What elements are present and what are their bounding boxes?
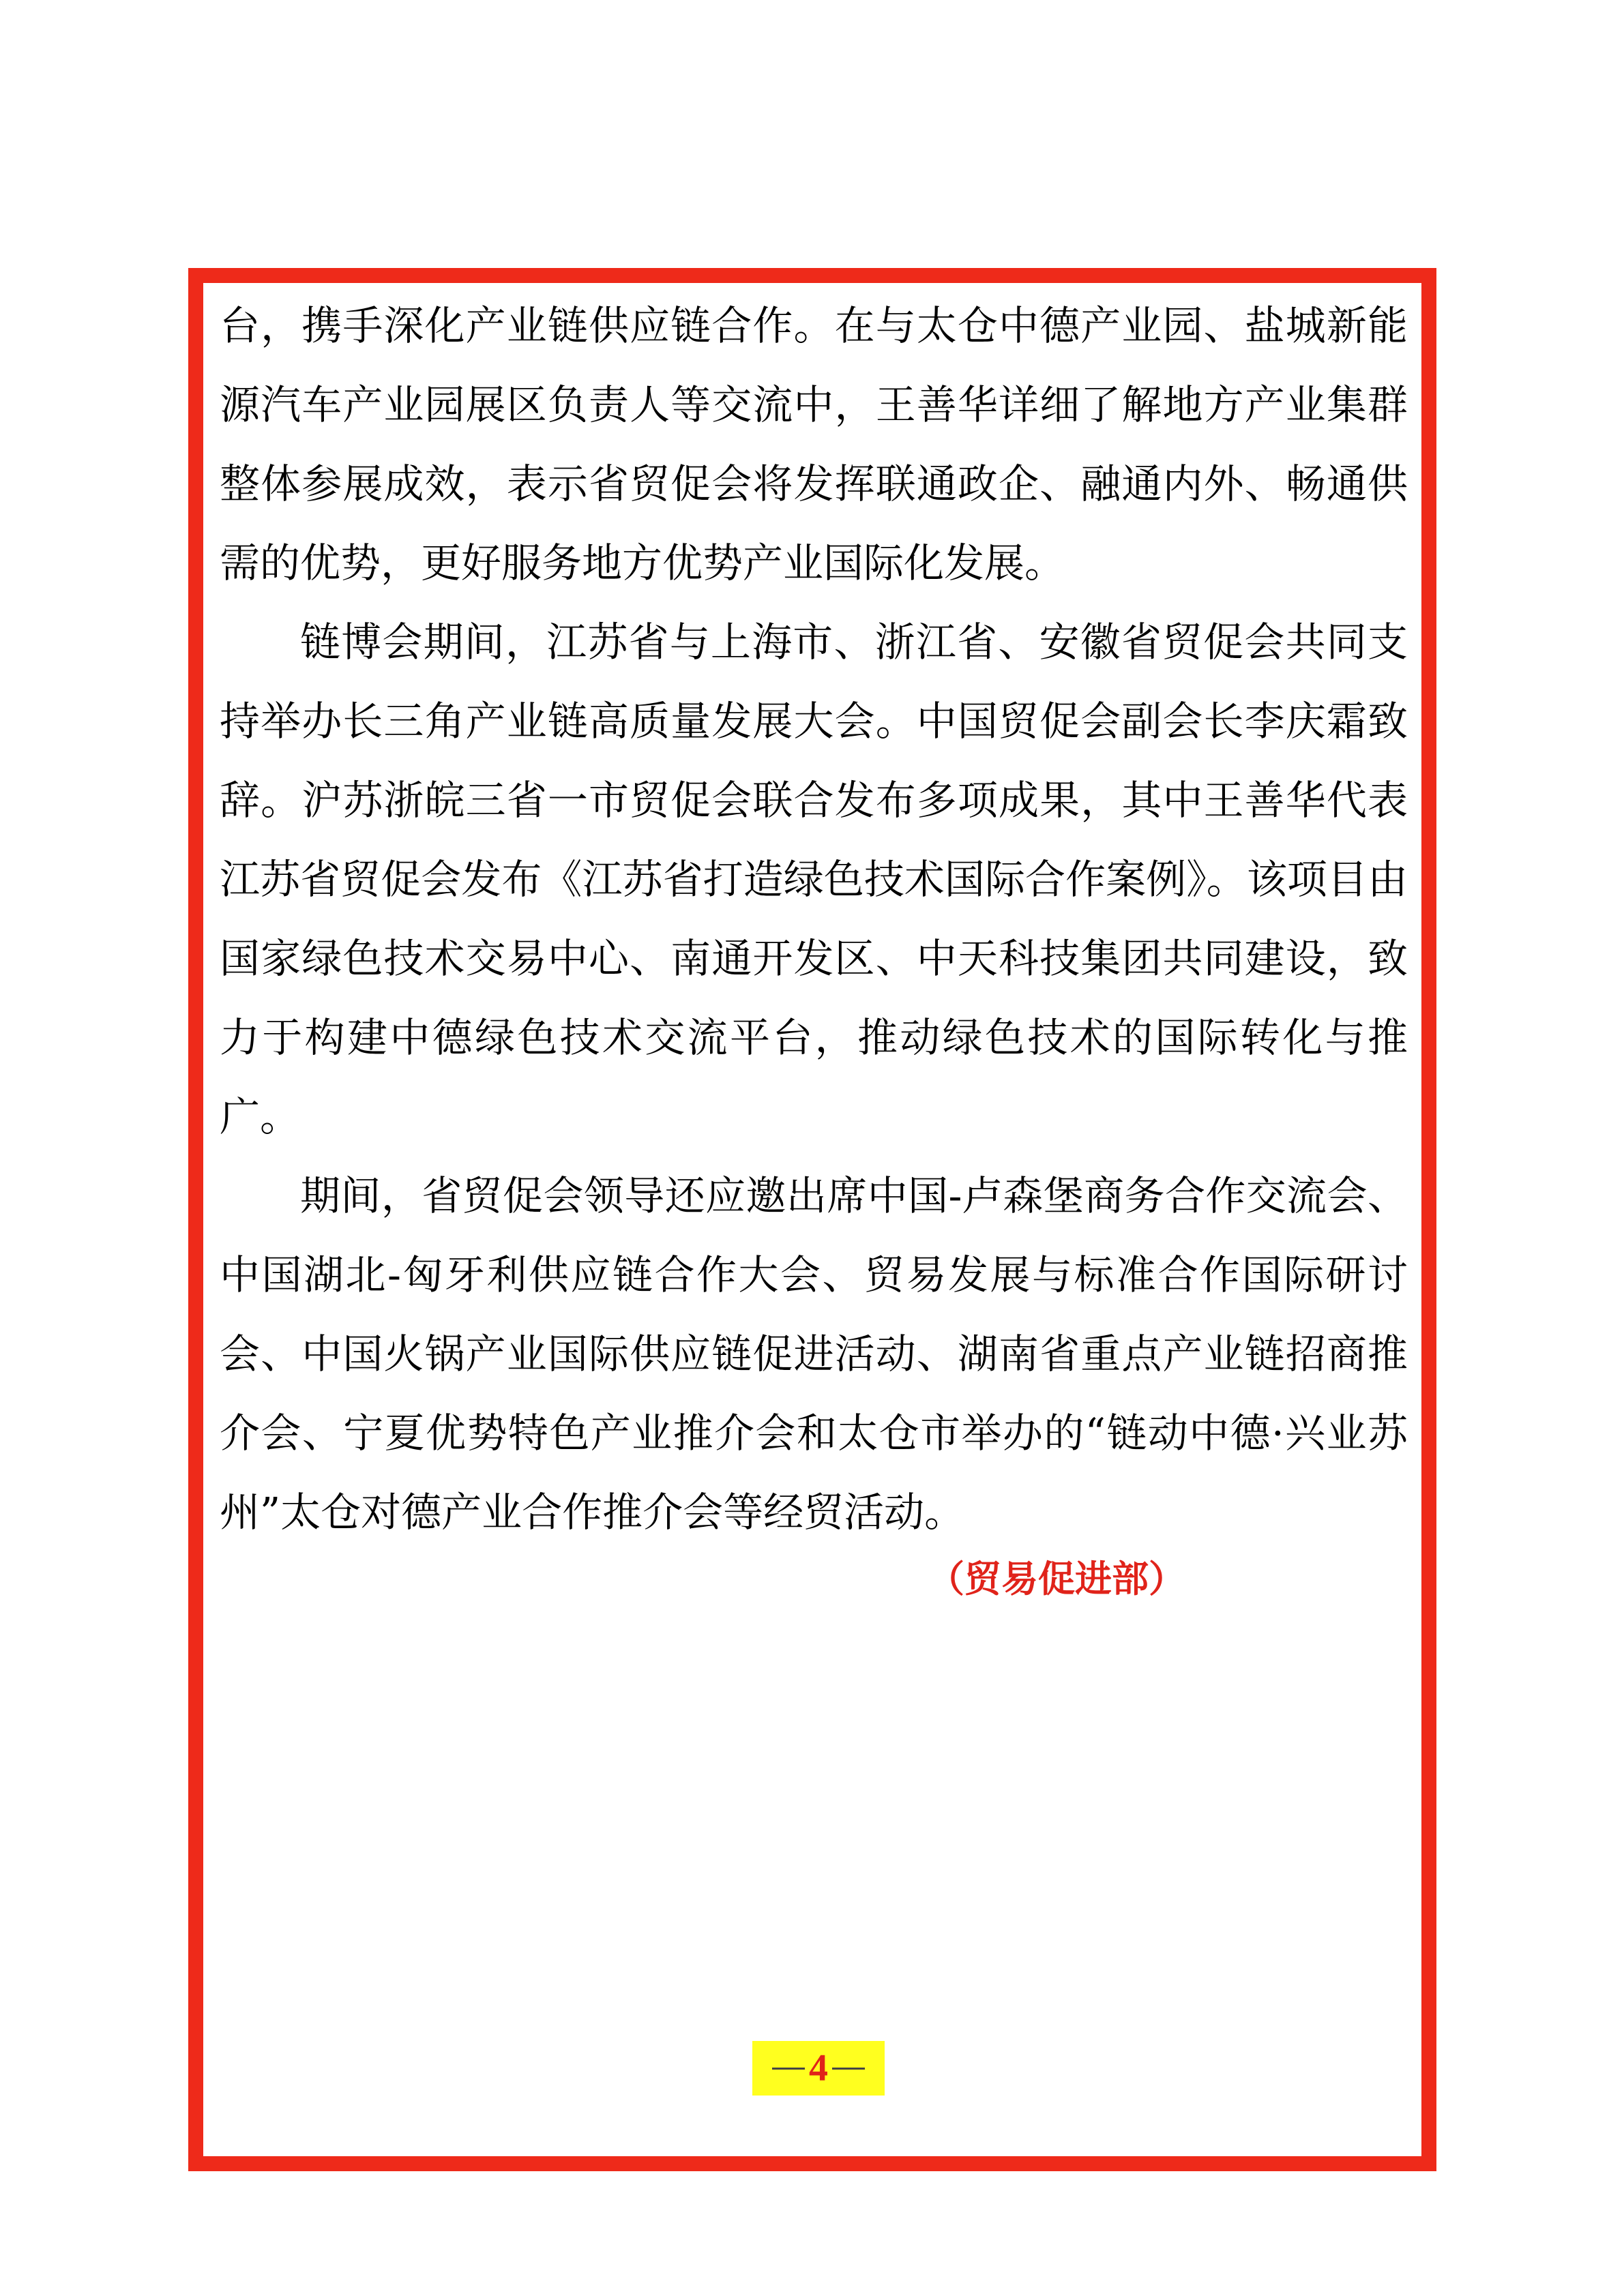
article-body bbox=[220, 286, 1408, 1552]
page-number: 4 bbox=[809, 2047, 828, 2089]
left-dash-decoration bbox=[772, 2068, 805, 2070]
paragraph-2: 链博会期间，江苏省与上海市、浙江省、安徽省贸促会共同支持举办长三角产业链高质量发展大会。中国贸促会副会长李庆霜致辞。沪苏浙皖三省一市贸促会联合发布多项成果，其中王善华代表江苏省贸促会发布《江苏省打造绿色技术国际合作案例》。该项目由国家绿色技术交易中心、南通开发区、中天科技集团共同建设，致力于构建中德绿色技术交流平台，推动绿色技术的国际转化与推广。 bbox=[220, 618, 1408, 1140]
right-dash-decoration bbox=[832, 2068, 865, 2070]
paragraph-1: 台，携手深化产业链供应链合作。在与太仓中德产业园、盐城新能源汽车产业园展区负责人等交流中，王善华详细了解地方产业集群整体参展成效，表示省贸促会将发挥联通政企、融通内外、畅通供需的优势，更好服务地方优势产业国际化发展。 bbox=[220, 302, 1408, 586]
page-number-badge bbox=[752, 2041, 885, 2096]
department-signature: （贸易促进部） bbox=[928, 1557, 1185, 1600]
paragraph-3: 期间，省贸促会领导还应邀出席中国-卢森堡商务合作交流会、中国湖北-匈牙利供应链合作大会、贸易发展与标准合作国际研讨会、中国火锅产业国际供应链促进活动、湖南省重点产业链招商推介会、宁夏优势特色产业推介会和太仓市举办的“链动中德·兴业苏州”太仓对德产业合作推介会等经贸活动。 bbox=[220, 1172, 1408, 1536]
